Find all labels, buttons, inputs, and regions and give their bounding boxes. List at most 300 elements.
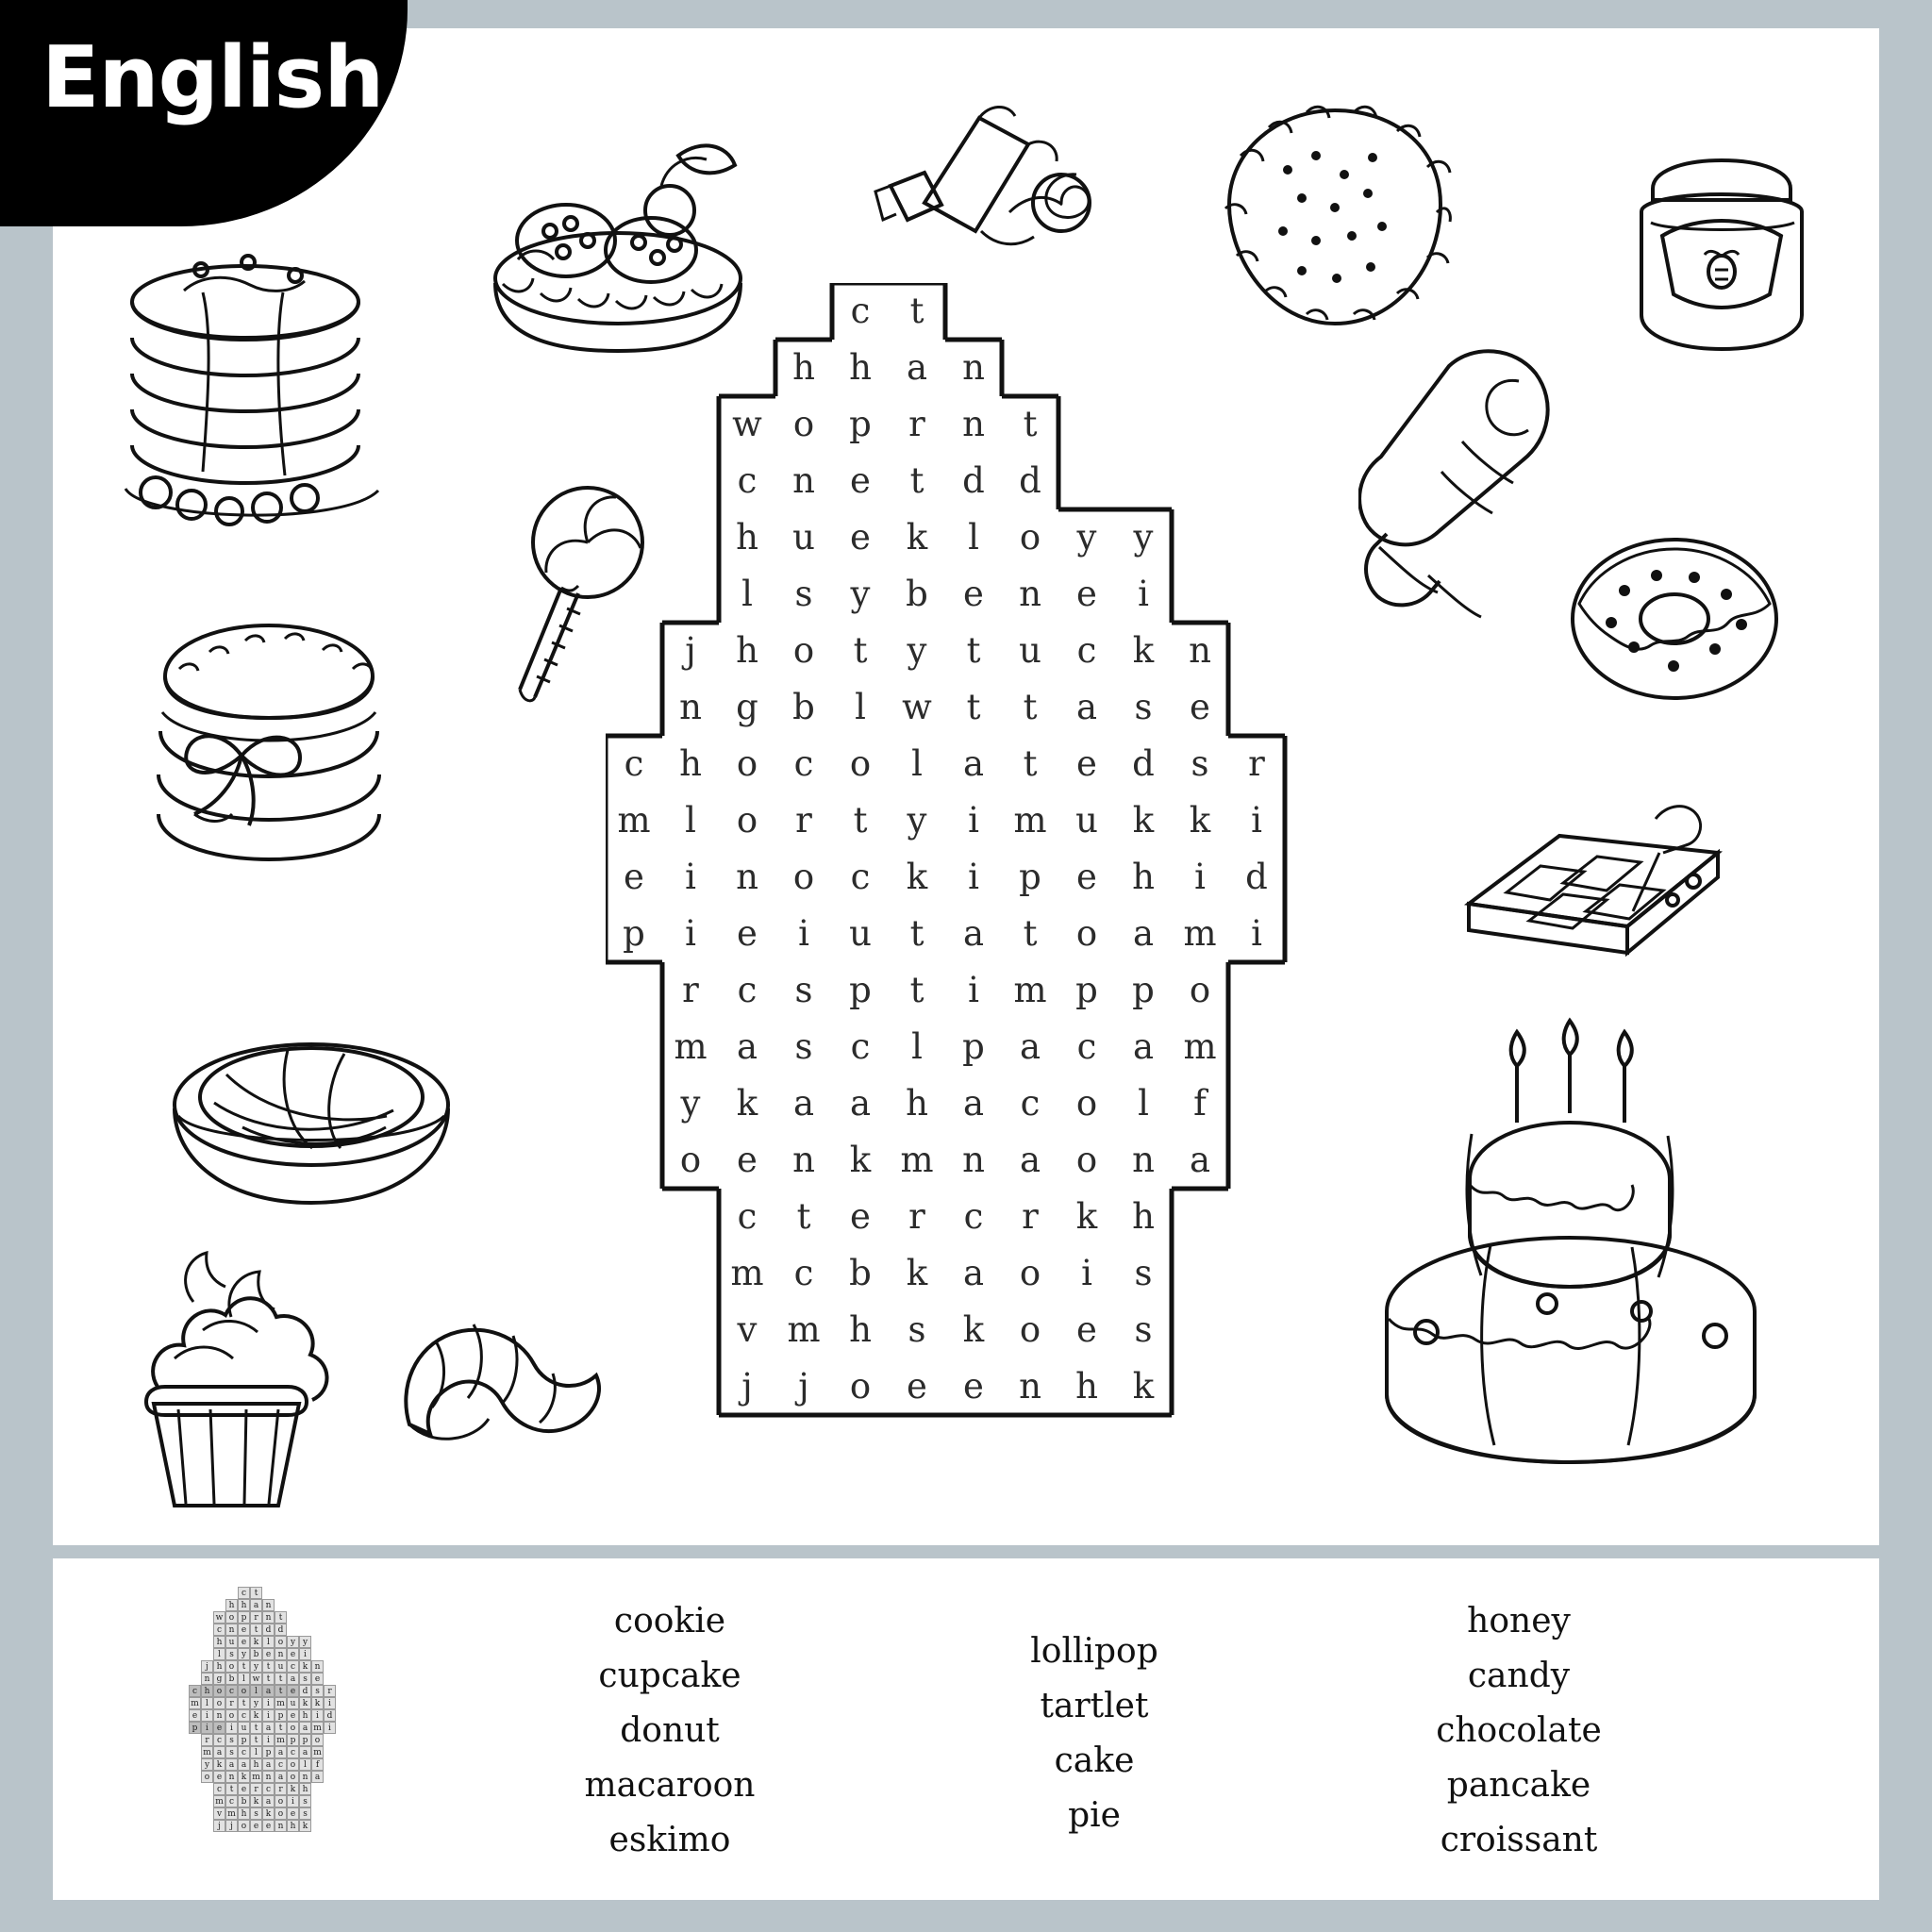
letter-cell[interactable]: t <box>1023 687 1038 727</box>
letter-cell[interactable]: a <box>736 1026 758 1067</box>
mini-letter-cell: a <box>311 1771 324 1783</box>
mini-letter-cell: b <box>238 1795 250 1807</box>
letter-cell[interactable]: w <box>732 404 762 444</box>
letter-cell[interactable]: k <box>962 1309 985 1350</box>
letter-cell[interactable]: o <box>1019 517 1041 558</box>
letter-cell[interactable]: t <box>1023 913 1038 954</box>
mini-letter-cell: u <box>287 1697 299 1709</box>
letter-cell[interactable]: o <box>792 630 815 671</box>
letter-cell[interactable]: f <box>1193 1083 1207 1124</box>
letter-cell[interactable]: o <box>1075 1083 1098 1124</box>
mini-letter-cell: k <box>213 1758 225 1771</box>
mini-letter-cell: k <box>250 1709 262 1722</box>
letter-cell[interactable]: o <box>1075 913 1098 954</box>
mini-letter-cell: m <box>213 1795 225 1807</box>
mini-letter-cell: t <box>250 1734 262 1746</box>
letter-cell[interactable]: n <box>792 460 815 501</box>
mini-letter-cell: n <box>275 1648 287 1660</box>
letter-cell[interactable]: a <box>1189 1140 1211 1180</box>
mini-letter-cell: t <box>238 1697 250 1709</box>
letter-cell[interactable]: e <box>963 574 984 614</box>
mini-letter-cell: o <box>287 1758 299 1771</box>
letter-cell[interactable]: y <box>850 574 871 614</box>
letter-cell[interactable]: y <box>907 630 927 671</box>
mini-letter-cell: y <box>201 1758 213 1771</box>
mini-letter-cell: r <box>201 1734 213 1746</box>
mini-letter-cell: h <box>238 1599 250 1611</box>
mini-letter-cell: k <box>262 1807 275 1820</box>
letter-cell[interactable]: o <box>849 1366 872 1407</box>
mini-letter-cell: i <box>311 1709 324 1722</box>
letter-cell[interactable]: n <box>1019 574 1041 614</box>
letter-cell[interactable]: a <box>962 743 985 784</box>
letter-cell[interactable]: e <box>963 1366 984 1407</box>
mini-letter-cell: d <box>275 1624 287 1636</box>
mini-letter-cell: i <box>262 1697 275 1709</box>
letter-cell[interactable]: t <box>966 687 981 727</box>
letter-cell[interactable]: l <box>911 743 923 784</box>
letter-cell[interactable]: o <box>792 857 815 897</box>
letter-cell[interactable]: m <box>900 1140 934 1180</box>
letter-cell[interactable]: s <box>794 970 813 1010</box>
letter-cell[interactable]: k <box>906 517 928 558</box>
letter-cell[interactable]: a <box>1132 1026 1155 1067</box>
letter-cell[interactable]: k <box>849 1140 872 1180</box>
letter-cell[interactable]: y <box>1133 517 1154 558</box>
mini-letter-cell: t <box>250 1587 262 1599</box>
mini-letter-cell: a <box>275 1771 287 1783</box>
letter-cell[interactable]: n <box>736 857 758 897</box>
letter-cell[interactable]: t <box>853 800 868 841</box>
letter-cell[interactable]: o <box>736 800 758 841</box>
letter-cell[interactable]: a <box>792 1083 815 1124</box>
letter-cell[interactable]: m <box>1183 913 1217 954</box>
mini-letter-cell: t <box>275 1685 287 1697</box>
letter-cell[interactable]: v <box>737 1309 758 1350</box>
mini-letter-cell: c <box>189 1685 201 1697</box>
letter-cell[interactable]: e <box>1190 687 1210 727</box>
letter-cell[interactable]: o <box>1075 1140 1098 1180</box>
mini-letter-cell: y <box>299 1636 311 1648</box>
letter-cell[interactable]: b <box>792 687 815 727</box>
letter-cell[interactable]: e <box>1076 1309 1097 1350</box>
mini-letter-cell: r <box>275 1783 287 1795</box>
letter-cell[interactable]: m <box>1013 800 1047 841</box>
donut-doodle <box>1566 528 1783 708</box>
mini-letter-cell: i <box>324 1697 336 1709</box>
mini-letter-cell: s <box>299 1673 311 1685</box>
letter-cell[interactable]: i <box>968 800 979 841</box>
letter-cell[interactable]: k <box>906 857 928 897</box>
letter-grid[interactable] <box>606 283 1341 1500</box>
letter-cell[interactable]: c <box>737 460 758 501</box>
letter-cell[interactable]: m <box>1013 970 1047 1010</box>
letter-cell[interactable]: c <box>793 1253 814 1293</box>
word-item: candy <box>1467 1657 1571 1695</box>
letter-cell[interactable]: p <box>849 404 872 444</box>
letter-cell[interactable]: b <box>906 574 928 614</box>
letter-cell[interactable]: c <box>1076 630 1097 671</box>
words-column-3 <box>1349 1594 1689 1868</box>
letter-cell[interactable]: t <box>1023 743 1038 784</box>
pie-doodle <box>156 995 467 1222</box>
letter-cell[interactable]: i <box>1251 800 1262 841</box>
letter-cell[interactable]: o <box>1019 1253 1041 1293</box>
mini-letter-cell: c <box>213 1624 225 1636</box>
letter-cell[interactable]: h <box>736 630 758 671</box>
letter-cell[interactable]: s <box>794 1026 813 1067</box>
letter-cell[interactable]: y <box>1076 517 1097 558</box>
letter-cell[interactable]: u <box>849 913 872 954</box>
letter-cell[interactable]: i <box>1138 574 1149 614</box>
word-item: pie <box>1068 1796 1121 1835</box>
letter-cell[interactable]: p <box>623 913 645 954</box>
letter-cell[interactable]: h <box>736 517 758 558</box>
letter-cell[interactable]: e <box>737 1140 758 1180</box>
letter-cell[interactable]: n <box>1189 630 1211 671</box>
letter-cell[interactable]: p <box>849 970 872 1010</box>
letter-cell[interactable]: b <box>849 1253 872 1293</box>
letter-cell[interactable]: k <box>906 1253 928 1293</box>
letter-cell[interactable]: e <box>850 517 871 558</box>
letter-cell[interactable]: a <box>1132 913 1155 954</box>
letter-cell[interactable]: c <box>850 1026 871 1067</box>
mini-letter-cell: u <box>225 1636 238 1648</box>
letter-cell[interactable]: n <box>962 404 985 444</box>
letter-cell[interactable]: r <box>908 1196 925 1237</box>
word-item: honey <box>1467 1602 1571 1641</box>
letter-cell[interactable]: c <box>963 1196 984 1237</box>
letter-cell[interactable]: e <box>850 1196 871 1237</box>
letter-cell[interactable]: i <box>968 970 979 1010</box>
letter-cell[interactable]: h <box>792 347 815 388</box>
mini-letter-cell: o <box>275 1636 287 1648</box>
mini-letter-cell: m <box>189 1697 201 1709</box>
letter-cell[interactable]: t <box>909 291 924 331</box>
letter-cell[interactable]: o <box>792 404 815 444</box>
letter-cell[interactable]: i <box>685 913 696 954</box>
pancakes-stack-doodle <box>90 236 401 547</box>
letter-cell[interactable]: k <box>1075 1196 1098 1237</box>
letter-cell[interactable]: t <box>853 630 868 671</box>
letter-cell[interactable]: n <box>1132 1140 1155 1180</box>
mini-letter-cell: i <box>324 1722 336 1734</box>
mini-letter-cell: m <box>311 1746 324 1758</box>
mini-letter-cell: o <box>225 1660 238 1673</box>
mini-letter-cell: a <box>299 1722 311 1734</box>
mini-letter-cell: a <box>299 1746 311 1758</box>
mini-letter-cell: e <box>287 1709 299 1722</box>
mini-letter-cell: y <box>250 1697 262 1709</box>
letter-cell[interactable]: s <box>1134 687 1153 727</box>
mini-letter-cell: p <box>287 1734 299 1746</box>
word-item: lollipop <box>1030 1632 1158 1671</box>
letter-cell[interactable]: h <box>849 347 872 388</box>
letter-cell[interactable]: y <box>907 800 927 841</box>
word-item: cookie <box>613 1602 726 1641</box>
mini-letter-cell: s <box>225 1648 238 1660</box>
letter-cell[interactable]: o <box>679 1140 702 1180</box>
letter-cell[interactable]: e <box>1076 857 1097 897</box>
word-item: cupcake <box>598 1657 741 1695</box>
letter-cell[interactable]: a <box>962 1083 985 1124</box>
mini-letter-cell: l <box>238 1673 250 1685</box>
mini-letter-cell: m <box>311 1722 324 1734</box>
mini-letter-cell: e <box>262 1648 275 1660</box>
letter-cell[interactable]: d <box>1132 743 1155 784</box>
letter-cell[interactable]: m <box>617 800 651 841</box>
mini-letter-cell: o <box>287 1722 299 1734</box>
word-item: pancake <box>1446 1766 1591 1805</box>
letter-cell[interactable]: c <box>850 857 871 897</box>
letter-cell[interactable]: c <box>624 743 644 784</box>
letter-cell[interactable]: m <box>1183 1026 1217 1067</box>
letter-cell[interactable]: h <box>1132 857 1155 897</box>
letter-cell[interactable]: c <box>1076 1026 1097 1067</box>
mini-letter-cell: i <box>262 1734 275 1746</box>
letter-cell[interactable]: m <box>787 1309 821 1350</box>
letter-cell[interactable]: s <box>1134 1309 1153 1350</box>
letter-cell[interactable]: e <box>1076 743 1097 784</box>
letter-cell[interactable]: r <box>682 970 699 1010</box>
mini-letter-cell: c <box>238 1587 250 1599</box>
letter-cell[interactable]: j <box>741 1366 753 1407</box>
mini-letter-cell: j <box>201 1660 213 1673</box>
letter-cell[interactable]: h <box>1075 1366 1098 1407</box>
letter-cell[interactable]: u <box>1019 630 1041 671</box>
mini-letter-cell: f <box>311 1758 324 1771</box>
mini-letter-cell: t <box>262 1660 275 1673</box>
mini-letter-cell: i <box>262 1709 275 1722</box>
mini-letter-cell: i <box>287 1795 299 1807</box>
letter-cell[interactable]: r <box>1248 743 1265 784</box>
letter-cell[interactable]: i <box>1251 913 1262 954</box>
mini-letter-cell: p <box>275 1709 287 1722</box>
mini-letter-cell: i <box>201 1722 213 1734</box>
mini-letter-cell: a <box>250 1599 262 1611</box>
letter-cell[interactable]: k <box>1132 630 1155 671</box>
letter-cell[interactable]: n <box>1019 1366 1041 1407</box>
mini-letter-cell: h <box>299 1783 311 1795</box>
mini-letter-cell: c <box>287 1660 299 1673</box>
letter-cell[interactable]: t <box>909 913 924 954</box>
letter-cell[interactable]: l <box>741 574 753 614</box>
candy-wrappers-doodle <box>868 99 1123 264</box>
letter-cell[interactable]: o <box>1189 970 1211 1010</box>
letter-cell[interactable]: p <box>1019 857 1041 897</box>
mini-letter-cell: a <box>287 1673 299 1685</box>
letter-cell[interactable]: i <box>798 913 809 954</box>
mini-letter-cell: k <box>250 1636 262 1648</box>
letter-cell[interactable]: t <box>909 970 924 1010</box>
letter-cell[interactable]: n <box>792 1140 815 1180</box>
mini-letter-cell: y <box>238 1648 250 1660</box>
letter-cell[interactable]: d <box>962 460 985 501</box>
mini-letter-cell: e <box>262 1820 275 1832</box>
letter-cell[interactable]: c <box>793 743 814 784</box>
letter-cell[interactable]: k <box>1189 800 1211 841</box>
letter-cell[interactable]: a <box>1019 1140 1041 1180</box>
mini-letter-cell: h <box>213 1660 225 1673</box>
letter-cell[interactable]: u <box>792 517 815 558</box>
letter-cell[interactable]: l <box>685 800 696 841</box>
letter-cell[interactable]: d <box>1245 857 1268 897</box>
word-item: donut <box>620 1711 720 1750</box>
cupcake-doodle <box>99 1226 354 1519</box>
letter-cell[interactable]: u <box>1075 800 1098 841</box>
letter-cell[interactable]: s <box>1191 743 1209 784</box>
mini-letter-cell: u <box>238 1722 250 1734</box>
letter-cell[interactable]: e <box>907 1366 927 1407</box>
letter-cell[interactable]: o <box>736 743 758 784</box>
letter-cell[interactable]: p <box>962 1026 985 1067</box>
letter-cell[interactable]: n <box>962 347 985 388</box>
letter-cell[interactable]: r <box>908 404 925 444</box>
letter-cell[interactable]: h <box>906 1083 928 1124</box>
mini-letter-cell: i <box>201 1709 213 1722</box>
letter-cell[interactable]: l <box>911 1026 923 1067</box>
mini-letter-cell: t <box>225 1783 238 1795</box>
letter-cell[interactable]: e <box>1076 574 1097 614</box>
mini-letter-cell: k <box>299 1697 311 1709</box>
mini-letter-cell: s <box>311 1685 324 1697</box>
mini-letter-cell: l <box>262 1636 275 1648</box>
mini-letter-cell: n <box>262 1599 275 1611</box>
mini-letter-cell: h <box>250 1758 262 1771</box>
mini-letter-cell: m <box>275 1734 287 1746</box>
letter-cell[interactable]: l <box>1138 1083 1149 1124</box>
letter-cell[interactable]: i <box>1081 1253 1092 1293</box>
mini-letter-cell: s <box>225 1746 238 1758</box>
letter-cell[interactable]: w <box>902 687 932 727</box>
letter-cell[interactable]: l <box>855 687 866 727</box>
letter-cell[interactable]: a <box>849 1083 872 1124</box>
mini-letter-cell: a <box>225 1758 238 1771</box>
letter-cell[interactable]: h <box>849 1309 872 1350</box>
mini-letter-cell: a <box>275 1746 287 1758</box>
letter-cell[interactable]: p <box>1132 970 1155 1010</box>
letter-cell[interactable]: m <box>674 1026 708 1067</box>
mini-letter-cell: r <box>225 1697 238 1709</box>
letter-cell[interactable]: t <box>966 630 981 671</box>
letter-cell[interactable]: r <box>1022 1196 1039 1237</box>
letter-cell[interactable]: r <box>795 800 812 841</box>
mini-letter-cell: l <box>201 1697 213 1709</box>
mini-letter-cell: e <box>311 1673 324 1685</box>
mini-letter-cell: e <box>189 1709 201 1722</box>
letter-cell[interactable]: g <box>736 687 758 727</box>
mini-letter-cell: k <box>311 1697 324 1709</box>
mini-letter-cell: n <box>311 1660 324 1673</box>
letter-cell[interactable]: n <box>962 1140 985 1180</box>
letter-cell[interactable]: a <box>962 913 985 954</box>
mini-letter-cell: i <box>225 1722 238 1734</box>
mini-letter-cell: r <box>250 1783 262 1795</box>
letter-cell[interactable]: i <box>968 857 979 897</box>
letter-cell[interactable]: i <box>1194 857 1206 897</box>
mini-letter-cell: t <box>250 1624 262 1636</box>
letter-cell[interactable]: h <box>1132 1196 1155 1237</box>
letter-cell[interactable]: h <box>679 743 702 784</box>
mini-letter-cell: n <box>225 1771 238 1783</box>
letter-cell[interactable]: j <box>685 630 696 671</box>
mini-letter-cell: o <box>213 1697 225 1709</box>
letter-cell[interactable]: o <box>1019 1309 1041 1350</box>
word-search-puzzle <box>606 283 1341 1500</box>
mini-letter-cell: e <box>250 1820 262 1832</box>
letter-cell[interactable]: l <box>968 517 979 558</box>
letter-cell[interactable]: k <box>1132 1366 1155 1407</box>
letter-cell[interactable]: k <box>1132 800 1155 841</box>
mini-letter-cell: o <box>275 1795 287 1807</box>
letter-cell[interactable]: s <box>908 1309 926 1350</box>
mini-letter-cell: l <box>250 1746 262 1758</box>
mini-letter-cell: t <box>238 1660 250 1673</box>
mini-letter-cell: l <box>250 1685 262 1697</box>
letter-cell[interactable]: t <box>796 1196 811 1237</box>
letter-cell[interactable]: e <box>737 913 758 954</box>
mini-letter-cell: t <box>250 1722 262 1734</box>
mini-letter-cell: s <box>225 1734 238 1746</box>
solution-mini-grid <box>189 1587 340 1870</box>
mini-letter-cell: d <box>324 1709 336 1722</box>
mini-letter-cell: s <box>299 1807 311 1820</box>
letter-cell[interactable]: n <box>679 687 702 727</box>
letter-cell[interactable]: p <box>1075 970 1098 1010</box>
mini-letter-cell: e <box>287 1648 299 1660</box>
mini-letter-cell: n <box>213 1709 225 1722</box>
letter-cell[interactable]: a <box>1075 687 1098 727</box>
mini-letter-cell: a <box>262 1795 275 1807</box>
mini-letter-cell: m <box>225 1807 238 1820</box>
letter-cell[interactable]: s <box>1134 1253 1153 1293</box>
mini-letter-cell: s <box>250 1807 262 1820</box>
letter-cell[interactable]: c <box>1020 1083 1041 1124</box>
letter-cell[interactable]: k <box>736 1083 758 1124</box>
mini-letter-cell: o <box>311 1734 324 1746</box>
letter-cell[interactable]: o <box>849 743 872 784</box>
letter-cell[interactable]: s <box>794 574 813 614</box>
letter-cell[interactable]: a <box>962 1253 985 1293</box>
letter-cell[interactable]: y <box>680 1083 701 1124</box>
mini-letter-cell: c <box>275 1758 287 1771</box>
letter-cell[interactable]: t <box>1023 404 1038 444</box>
letter-cell[interactable]: e <box>624 857 644 897</box>
letter-cell[interactable]: j <box>798 1366 809 1407</box>
letter-cell[interactable]: a <box>1019 1026 1041 1067</box>
letter-cell[interactable]: c <box>737 970 758 1010</box>
mini-letter-cell: o <box>201 1771 213 1783</box>
mini-letter-cell: e <box>213 1771 225 1783</box>
mini-letter-cell: m <box>275 1697 287 1709</box>
letter-cell[interactable]: c <box>737 1196 758 1237</box>
letter-cell[interactable]: e <box>850 460 871 501</box>
letter-cell[interactable]: m <box>730 1253 764 1293</box>
word-item: cake <box>1054 1741 1135 1780</box>
mini-letter-cell: a <box>262 1722 275 1734</box>
mini-letter-cell: o <box>225 1611 238 1624</box>
letter-cell[interactable]: a <box>906 347 928 388</box>
mini-letter-cell: h <box>201 1685 213 1697</box>
mini-letter-cell: o <box>275 1807 287 1820</box>
letter-cell[interactable]: i <box>685 857 696 897</box>
letter-cell[interactable]: c <box>850 291 871 331</box>
letter-cell[interactable]: d <box>1019 460 1041 501</box>
letter-cell[interactable]: t <box>909 460 924 501</box>
mini-letter-cell: c <box>287 1746 299 1758</box>
mini-letter-cell: l <box>299 1758 311 1771</box>
words-column-1 <box>528 1594 811 1868</box>
